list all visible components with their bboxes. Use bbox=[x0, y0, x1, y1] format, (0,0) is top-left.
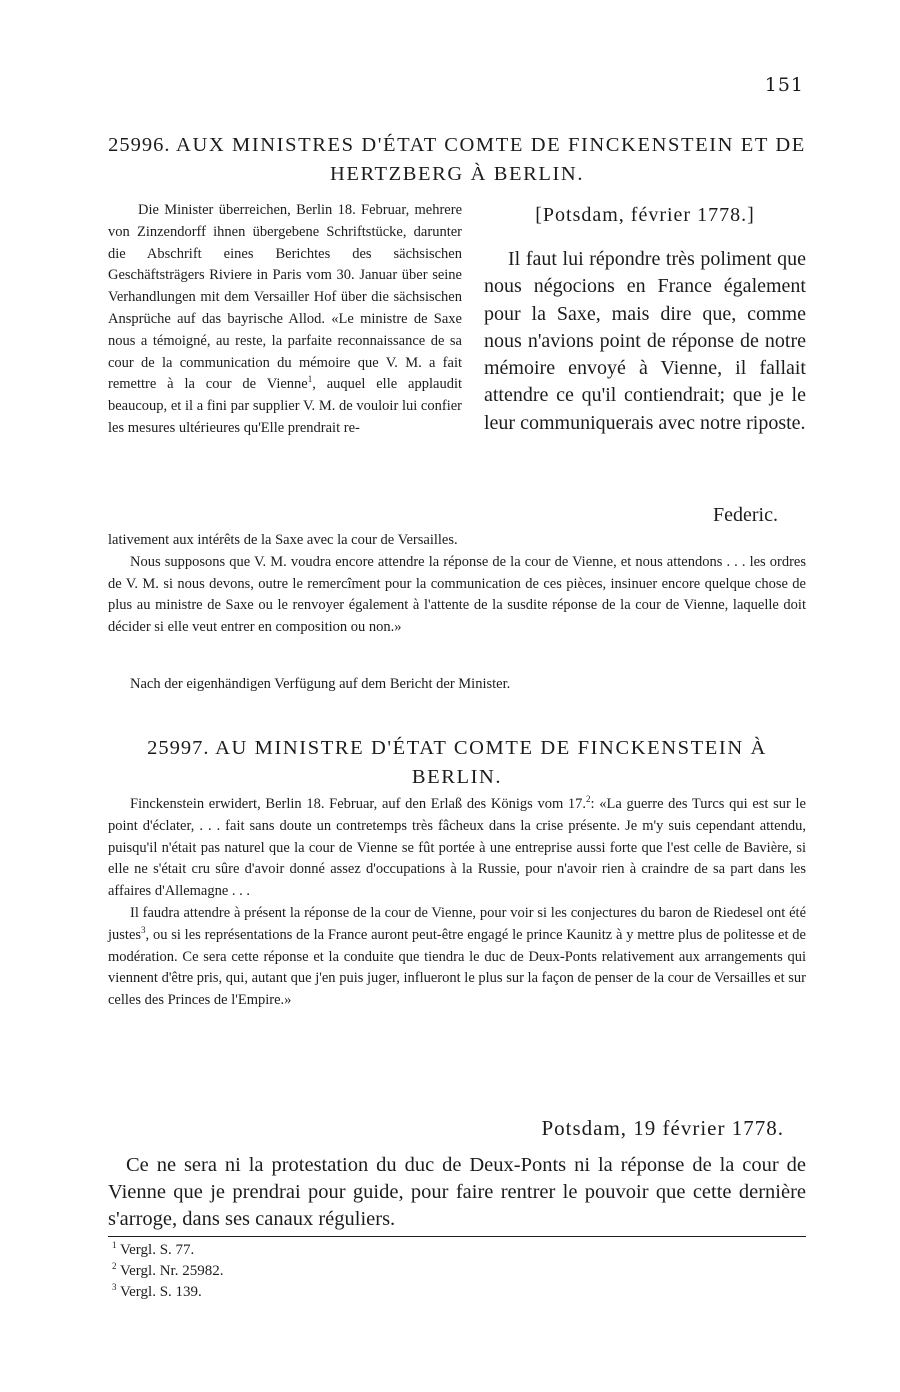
document-title: AUX MINISTRES D'ÉTAT COMTE DE FINCKENSTEIN ET DE HERTZBERG À BERLIN. bbox=[176, 134, 806, 185]
footnote-ref: 1 bbox=[307, 374, 313, 385]
letter-text: Ce ne sera ni la protestation du duc de Deux-Ponts ni la réponse de la cour de Vienne que je prendrai pour guide, pour faire rentrer le pouvoir que cette dernière s'arroge, dans ses canaux réguliers. bbox=[108, 1154, 806, 1230]
minister-summary-continued bbox=[108, 530, 806, 639]
footnote bbox=[112, 1261, 223, 1282]
document-heading-25996 bbox=[108, 131, 806, 189]
summary-text: Il faudra attendre à présent la réponse de la cour de Vienne, pour voir si les conjectures du baron de Riedesel ont été justes bbox=[108, 904, 806, 943]
letter-date: Potsdam, 19 février 1778. bbox=[541, 1116, 784, 1140]
summary-text: Nous supposons que V. M. voudra encore attendre la réponse de la cour de Vienne, et nous attendons . . . les ordres de V. M. si nous devons, outre le remercîment pour la communication de ces pièces, insinuer encore quelque chose de plus au ministre de Saxe ou le renvoyer également à l'attente de la susdite réponse de la cour de Vienne, laquelle doit décider si elle veut entrer en composition ou non.» bbox=[108, 553, 806, 636]
footnote-mark: 3 bbox=[112, 1282, 117, 1292]
document-number: 25997. bbox=[147, 737, 210, 759]
finckenstein-summary bbox=[108, 794, 806, 1012]
footnote-mark: 1 bbox=[112, 1240, 117, 1250]
source-note-text: Nach der eigenhändigen Verfügung auf dem Bericht der Minister. bbox=[130, 676, 511, 692]
document-number: 25996. bbox=[108, 134, 171, 156]
footnote-text: Vergl. Nr. 25982. bbox=[119, 1263, 224, 1279]
summary-text: , ou si les représentations de la France auront peut-être engagé le prince Kaunitz à y mettre plus de politesse et de modération. Ce sera cette réponse et la conduite que tiendra le duc de Deux-Ponts relativement aux arrangements qui viennent d'être pris, qui, autant que j'en puis juger, influeront le plus sur la façon de penser de la cour de Versailles et sur celles des Princes de l'Empire.» bbox=[108, 926, 806, 1009]
reply-date: [Potsdam, février 1778.] bbox=[535, 204, 755, 226]
page-number: 151 bbox=[764, 74, 804, 96]
footnote-text: Vergl. S. 77. bbox=[119, 1242, 195, 1258]
footnote-ref: 2 bbox=[586, 794, 591, 805]
footnote bbox=[112, 1240, 223, 1261]
summary-text: , auquel elle applaudit beaucoup, et il a fini par supplier V. M. de vouloir lui confier les mesures ultérieures qu'Elle prendrait re- bbox=[108, 376, 462, 436]
footnote-mark: 2 bbox=[112, 1261, 117, 1271]
footnote-divider bbox=[108, 1236, 806, 1237]
signature: Federic. bbox=[713, 504, 778, 526]
summary-text: Finckenstein erwidert, Berlin 18. Februar, auf den Erlaß des Königs vom 17. bbox=[130, 796, 587, 812]
reply-text: Il faut lui répondre très poliment que nous négocions en France également pour la Saxe, mais dire que, comme nous n'avions point de réponse de notre mémoire envoyé à Vienne, il fallait attendre ce qu'il contiendrait; que je le leur communiquerais avec notre riposte. bbox=[484, 248, 806, 434]
footnote bbox=[112, 1282, 223, 1303]
summary-text: Die Minister überreichen, Berlin 18. Februar, mehrere von Zinzendorff ihnen übergebene Schriftstücke, darunter die Abschrift eines Berichtes des sächsischen Geschäftsträgers Riviere in Paris vom 30. Januar über seine Verhandlungen mit dem Versailler Hof über die sächsischen Ansprüche auf das bayrische Allod. «Le ministre de Saxe nous a témoigné, au reste, la parfaite reconnaissance de sa cour de la communication du mémoire que V. M. a fait remettre à la cour de Vienne bbox=[108, 202, 462, 393]
summary-text: : «La guerre des Turcs qui est sur le point d'éclater, . . . fait sans doute un contretemps très fâcheux dans la crise présente. Je m'y suis cependant attendu, puisqu'il n'était pas naturel que la cour de Vienne se fût portée à une entreprise aussi forte que l'est celle de Bavière, si elle ne s'était cru sûre d'avoir donné assez d'occupations à la Russie, pour n'avoir rien à craindre de sa part dans les affaires d'Allemagne . . . bbox=[108, 796, 806, 900]
document-heading-25997 bbox=[108, 734, 806, 792]
document-title: AU MINISTRE D'ÉTAT COMTE DE FINCKENSTEIN À BERLIN. bbox=[215, 737, 767, 788]
footnote-text: Vergl. S. 139. bbox=[119, 1284, 202, 1300]
footnotes bbox=[112, 1240, 223, 1303]
summary-text: lativement aux intérêts de la Saxe avec la cour de Versailles. bbox=[108, 532, 458, 548]
minister-summary bbox=[108, 200, 462, 440]
king-reply bbox=[484, 200, 806, 437]
footnote-ref: 3 bbox=[141, 924, 146, 935]
source-note bbox=[108, 674, 806, 696]
